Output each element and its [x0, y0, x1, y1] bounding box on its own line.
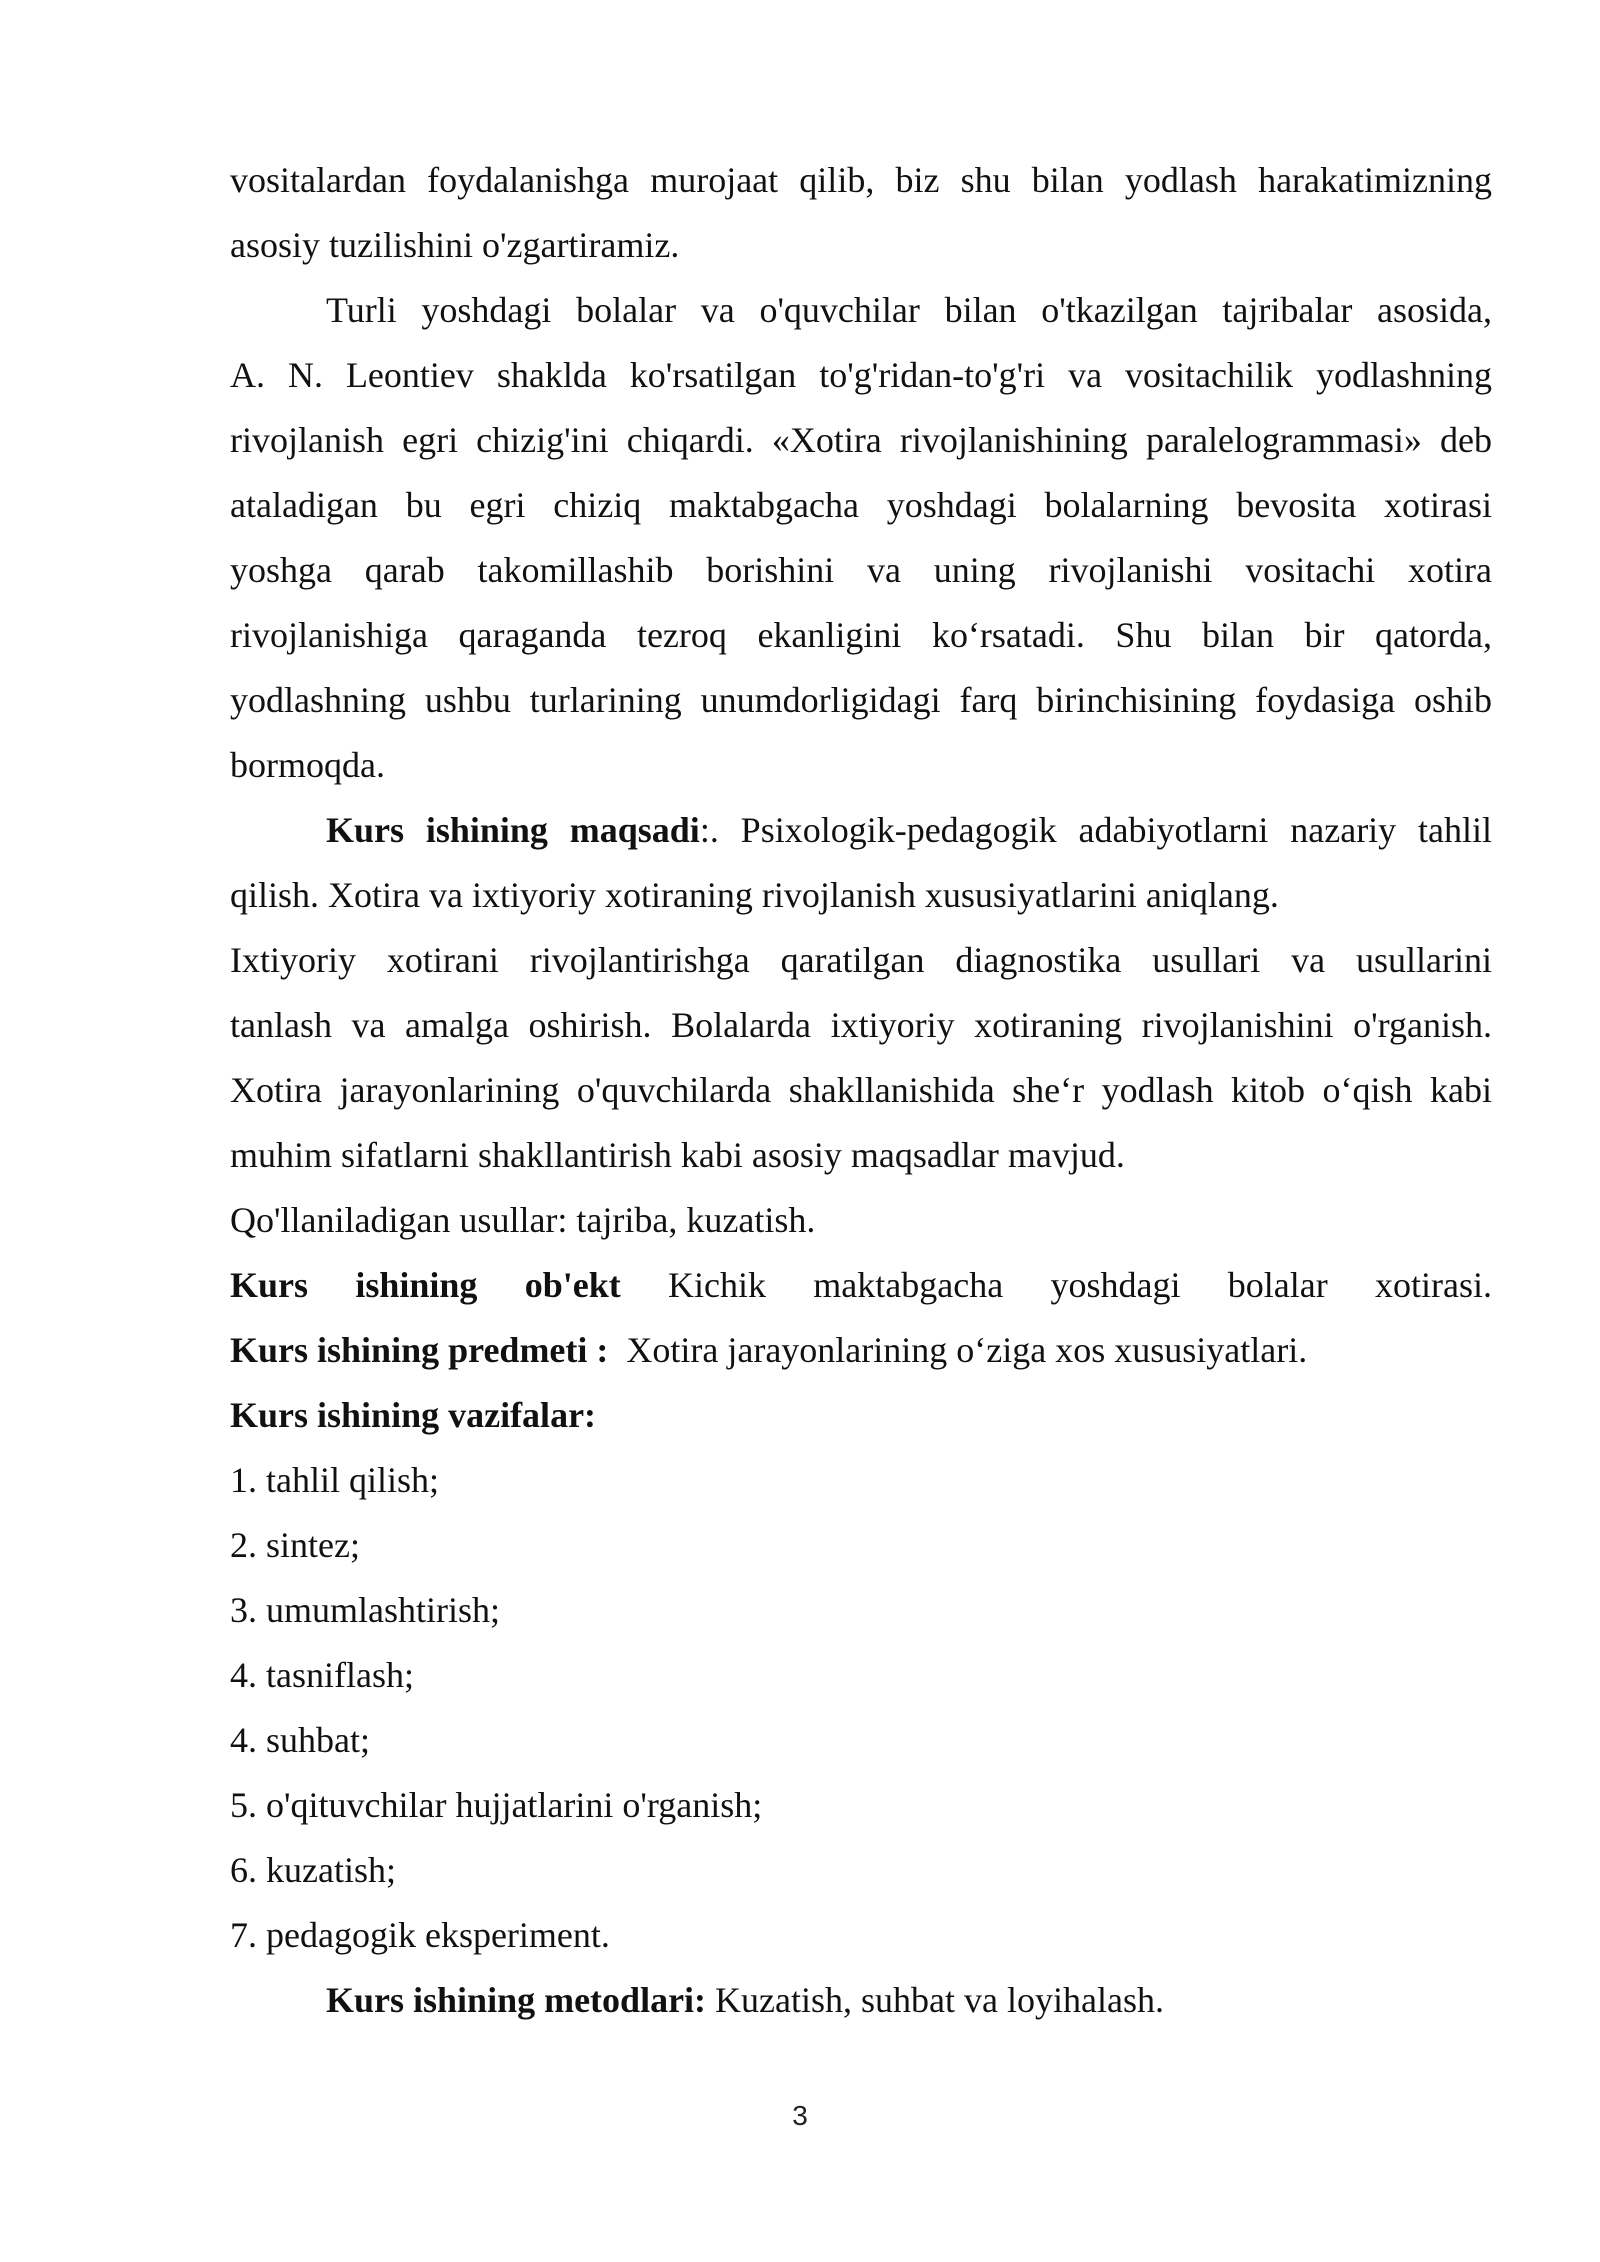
paragraph-line: A. N. Leontiev shaklda ko'rsatilgan to'g'ridan-to'g'ri va vositachilik yodlashning [230, 355, 1492, 395]
task-item: 6. kuzatish; [230, 1850, 396, 1890]
methods-heading: Kurs ishining metodlari: [326, 1980, 707, 2020]
goal-heading-suffix: :. [699, 810, 719, 850]
subject-line [230, 1318, 1492, 1383]
paragraph-line: muhim sifatlarni shakllantirish kabi asosiy maqsadlar mavjud. [230, 1135, 1125, 1175]
paragraph-line: yoshga qarab takomillashib borishini va uning rivojlanishi vositachi xotira [230, 550, 1492, 590]
object-text-word: xotirasi. [1375, 1265, 1492, 1305]
goal-heading: Kurs ishining maqsadi [326, 810, 700, 850]
paragraph-line: Turli yoshdagi bolalar va o'quvchilar bilan o'tkazilgan tajribalar asosida, [326, 290, 1492, 330]
paragraph-line: vositalardan foydalanishga murojaat qilib, biz shu bilan yodlash harakatimizning [230, 160, 1492, 200]
object-line [230, 1253, 1492, 1318]
methods-line [230, 1968, 1492, 2033]
paragraph-line: yodlashning ushbu turlarining unumdorligidagi farq birinchisining foydasiga oshib [230, 680, 1492, 720]
methods-text: Kuzatish, suhbat va loyihalash. [715, 1980, 1164, 2020]
paragraph-line: rivojlanish egri chizig'ini chiqardi. «Xotira rivojlanishining paralelogrammasi» deb [230, 420, 1492, 460]
object-heading-word: ishining [355, 1265, 478, 1305]
task-item: 1. tahlil qilish; [230, 1460, 440, 1500]
goal-text: Psixologik-pedagogik adabiyotlarni nazariy tahlil [740, 810, 1492, 850]
task-item: 3. umumlashtirish; [230, 1590, 500, 1630]
paragraph-line: bormoqda. [230, 745, 385, 785]
task-item: 4. tasniflash; [230, 1655, 414, 1695]
paragraph-line: asosiy tuzilishini o'zgartiramiz. [230, 225, 680, 265]
paragraph-line: tanlash va amalga oshirish. Bolalarda ixtiyoriy xotiraning rivojlanishini o'rganish. [230, 1005, 1492, 1045]
object-text-word: yoshdagi [1050, 1265, 1181, 1305]
task-item: 7. pedagogik eksperiment. [230, 1915, 610, 1955]
object-heading-word: Kurs [230, 1265, 309, 1305]
task-item: 5. o'qituvchilar hujjatlarini o'rganish; [230, 1785, 763, 1825]
methods-used-line: Qo'llaniladigan usullar: tajriba, kuzatish. [230, 1200, 816, 1240]
goal-line [230, 798, 1492, 863]
task-item: 4. suhbat; [230, 1720, 370, 1760]
paragraph-line: Ixtiyoriy xotirani rivojlantirishga qaratilgan diagnostika usullari va usullarini [230, 940, 1492, 980]
paragraph-line: Xotira jarayonlarining o'quvchilarda shakllanishida she‘r yodlash kitob o‘qish kabi [230, 1070, 1492, 1110]
tasks-heading: Kurs ishining vazifalar: [230, 1395, 597, 1435]
object-text-word: Kichik [668, 1265, 766, 1305]
document-body [230, 148, 1492, 2033]
page-number: 3 [792, 2100, 808, 2131]
subject-text: Xotira jarayonlarining o‘ziga xos xususiyatlari. [626, 1330, 1308, 1370]
object-text-word: bolalar [1227, 1265, 1328, 1305]
paragraph-line: rivojlanishiga qaraganda tezroq ekanligini ko‘rsatadi. Shu bilan bir qatorda, [230, 615, 1492, 655]
object-text-word: maktabgacha [813, 1265, 1004, 1305]
paragraph-line: ataladigan bu egri chiziq maktabgacha yoshdagi bolalarning bevosita xotirasi [230, 485, 1492, 525]
subject-heading: Kurs ishining predmeti : [230, 1330, 609, 1370]
paragraph-line: qilish. Xotira va ixtiyoriy xotiraning rivojlanish xususiyatlarini aniqlang. [230, 875, 1279, 915]
task-item: 2. sintez; [230, 1525, 360, 1565]
object-heading-word: ob'ekt [524, 1265, 621, 1305]
